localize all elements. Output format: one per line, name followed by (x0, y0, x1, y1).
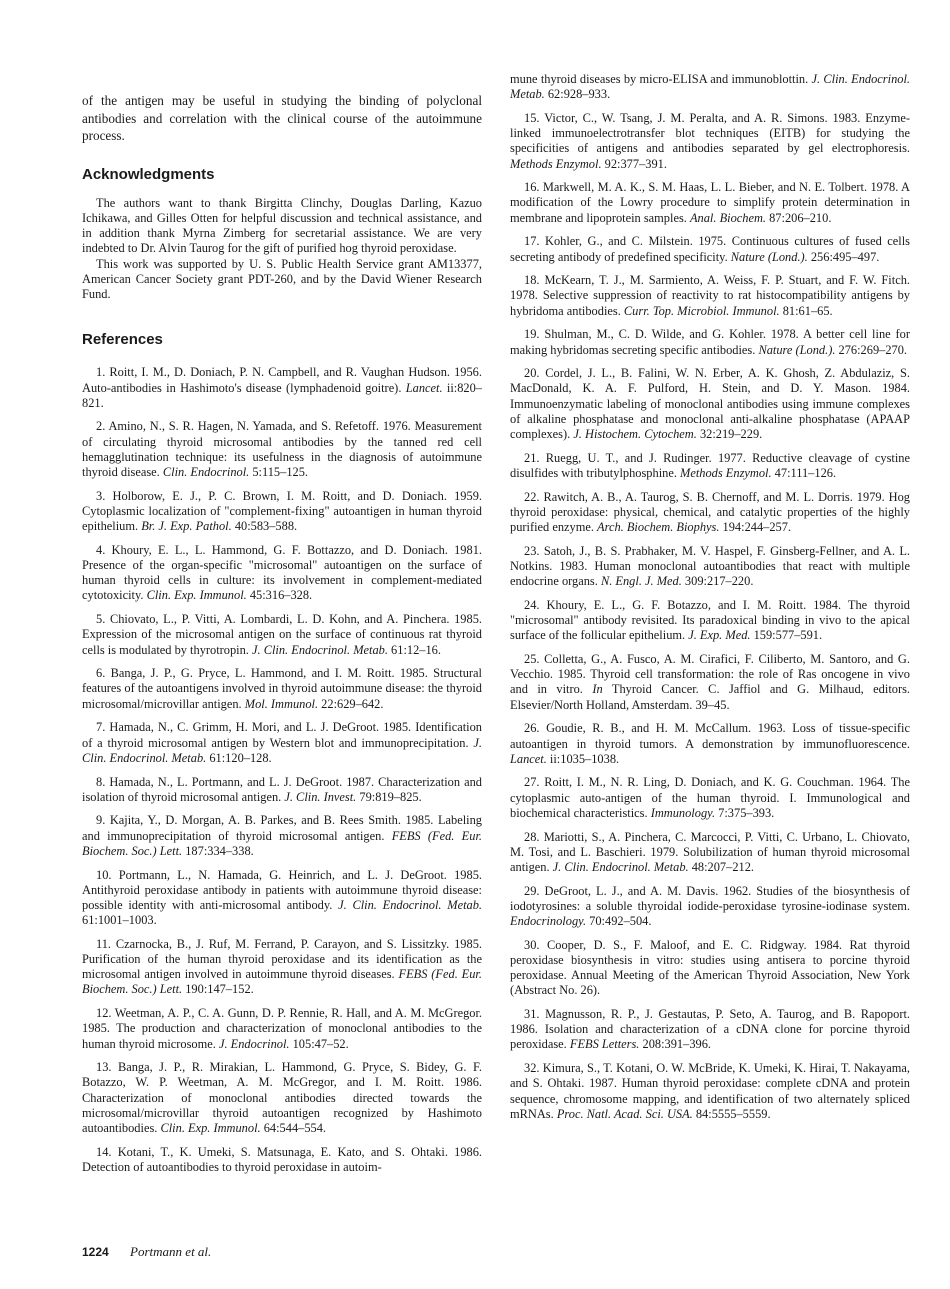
page-number: 1224 (82, 1245, 109, 1259)
funding-paragraph: This work was supported by U. S. Public Health Service grant AM13377, American Cancer Society grant PDT-260, and by the David Wiener Research Fund. (82, 256, 482, 301)
reference-entry (510, 273, 910, 319)
reference-txt: Roitt, I. M., D. Doniach, P. N. Campbell, and R. Vaughan Hudson. 1956. Auto-antibodies in Hashimoto's disease (lymphadenoid goitre). (82, 365, 482, 395)
reference-num: 24. (524, 597, 540, 612)
reference-src: Endocrinology. (510, 914, 587, 929)
reference-num: 21. (524, 450, 540, 465)
reference-entry (510, 775, 910, 821)
reference-entry (510, 111, 910, 172)
reference-txt: Cooper, D. S., F. Maloof, and E. C. Ridgway. 1984. Rat thyroid peroxidase biosynthesis in vitro: studies using antisera to porcine thyroid peroxidase. Annual Meeting of the American Thyroid Association, New York (Abstract No. 26). (510, 937, 910, 998)
reference-entry (510, 884, 910, 930)
reference-entry (510, 938, 910, 999)
reference-src: N. Engl. J. Med. (600, 574, 682, 589)
reference-src: Methods Enzymol. (680, 465, 772, 480)
acknowledgments-paragraph: The authors want to thank Birgitta Clinchy, Douglas Darling, Kazuo Ichikawa, and Gilles Otten for helpful discussion and technical assistance, and in addition thank Myrna Zimberg for secretarial assistance. We are very indebted to Dr. Alvin Taurog for the gift of purified hog thyroid peroxidase. (82, 195, 482, 256)
references-list-left (82, 365, 482, 1175)
reference-src: J. Clin. Endocrinol. Metab. (82, 735, 482, 765)
reference-tail: 81:61–65. (779, 303, 833, 318)
reference-txt: Hamada, N., C. Grimm, H. Mori, and L. J. DeGroot. 1985. Identification of a thyroid microsomal antigen by Western blot and immunoprecipitation. (82, 720, 482, 750)
reference-tail: 47:111–126. (771, 465, 837, 480)
reference-txt: Holborow, E. J., P. C. Brown, I. M. Roitt, and D. Doniach. 1959. Cytoplasmic localization of "complement-fixing" autoantigen in human thyroid epithelium. (82, 488, 482, 534)
reference-num: 18. (524, 273, 540, 288)
reference-txt: Satoh, J., B. S. Prabhaker, M. V. Haspel, F. Ginsberg-Fellner, and A. L. Notkins. 1983. Human monoclonal autoantibodies that react with multiple endocrine organs. (510, 543, 910, 589)
reference-num: 1. (96, 365, 106, 380)
reference-tail: 84:5555–5559. (692, 1106, 771, 1121)
reference-src: FEBS (Fed. Eur. Biochem. Soc.) Lett. (82, 828, 482, 858)
reference-entry (510, 544, 910, 590)
reference-entry (82, 489, 482, 535)
reference-tail: 208:391–396. (639, 1037, 711, 1052)
reference-tail: 70:492–504. (586, 914, 652, 929)
reference-entry (510, 598, 910, 644)
reference-num: 11. (96, 936, 112, 951)
left-column (82, 92, 482, 1184)
reference-tail: 61:120–128. (206, 750, 272, 765)
reference-txt: Roitt, I. M., N. R. Ling, D. Doniach, and K. G. Couchman. 1964. The cytoplasmic auto-antigen of the human thyroid. I. Immunological and biochemical characteristics. (510, 775, 910, 820)
reference-src: Nature (Lond.). (758, 342, 836, 357)
reference-entry (510, 1061, 910, 1122)
reference-entry (510, 327, 910, 357)
reference-num: 31. (524, 1007, 540, 1022)
reference-src: J. Clin. Endocrinol. Metab. (552, 859, 689, 874)
reference-tail: 61:1001–1003. (82, 913, 157, 928)
right-column (510, 72, 910, 1130)
reference-src: Anal. Biochem. (689, 210, 767, 225)
reference-txt: Victor, C., W. Tsang, J. M. Peralta, and A. R. Simons. 1983. Enzyme-linked immunoelectrotransfer blot techniques (EITB) for studying the specificities of antigens and antibodies separated by gel electrophoresis. (510, 110, 910, 156)
reference-tail: 187:334–338. (182, 843, 254, 858)
reference-entry (510, 721, 910, 767)
reference-txt: Khoury, E. L., G. F. Botazzo, and I. M. Roitt. 1984. The thyroid "microsomal" antibody revisited. Its paradoxical binding in vivo to the apical surface of the follicular epithelium. (510, 597, 910, 643)
reference-txt: Rawitch, A. B., A. Taurog, S. B. Chernoff, and M. L. Dorris. 1979. Hog thyroid peroxidase: physical, chemical, and catalytic properties of the highly purified enzyme. (510, 489, 910, 535)
reference-tail: 22:629–642. (318, 696, 384, 711)
reference-tail: 92:377–391. (601, 156, 667, 171)
reference-tail: 194:244–257. (719, 520, 792, 535)
reference-txt: Banga, J. P., G. Pryce, L. Hammond, and I. M. Roitt. 1985. Structural features of the autoantigens involved in thyroid autoimmune disease: the thyroid microsomal/microvillar antigen. (82, 666, 482, 711)
reference-tail: 256:495–497. (807, 249, 880, 264)
reference-txt: Kimura, S., T. Kotani, O. W. McBride, K. Umeki, K. Hirai, T. Nakayama, and S. Ohtaki. 1987. Human thyroid peroxidase: complete cDNA and protein sequence, chromosome mapping, and identification of two alternately spliced mRNAs. (510, 1061, 910, 1121)
reference-entry (82, 1060, 482, 1136)
reference-num: 6. (96, 666, 106, 681)
reference-src: Lancet. (405, 380, 443, 395)
reference-num: 15. (524, 110, 540, 125)
reference-num: 30. (524, 937, 540, 952)
reference-txt: Khoury, E. L., L. Hammond, G. F. Bottazzo, and D. Doniach. 1981. Presence of the organ-specific "microsomal" autoantigen on the surface of human thyroid cells in culture: its involvement in complement-mediated cytotoxicity. (82, 542, 482, 603)
reference-entry (82, 1145, 482, 1175)
reference-num: 23. (524, 543, 540, 558)
reference-num: 5. (96, 612, 106, 627)
reference-entry (510, 1007, 910, 1053)
reference-tail: Thyroid Cancer. C. Jaffiol and G. Milhaud, editors. Elsevier/North Holland, Amsterdam. 39–45. (510, 682, 910, 712)
reference-txt: Amino, N., S. R. Hagen, N. Yamada, and S. Refetoff. 1976. Measurement of circulating thyroid microsomal antibodies by the tanned red cell hemagglutination technique: its usefulness in the diagnosis of autoimmune thyroid disease. (82, 419, 482, 480)
reference-entry (510, 234, 910, 264)
reference-entry (510, 451, 910, 481)
reference-entry (510, 72, 910, 102)
reference-src: J. Clin. Endocrinol. Metab. (252, 642, 388, 657)
reference-entry (510, 490, 910, 536)
page-footer (82, 1244, 211, 1260)
reference-src: Proc. Natl. Acad. Sci. USA. (556, 1106, 693, 1121)
reference-entry (82, 365, 482, 411)
reference-num: 29. (524, 883, 540, 898)
reference-src: Clin. Endocrinol. (162, 465, 250, 480)
reference-num: 4. (96, 542, 106, 557)
reference-tail: 64:544–554. (260, 1121, 327, 1136)
reference-src: Br. J. Exp. Pathol. (141, 519, 232, 534)
reference-num: 16. (524, 180, 540, 195)
reference-src: Nature (Lond.). (730, 249, 808, 264)
reference-num: 19. (524, 327, 540, 342)
acknowledgments-heading: Acknowledgments (82, 165, 215, 183)
reference-tail: 190:147–152. (182, 982, 254, 997)
reference-src: In (592, 682, 603, 697)
reference-txt: Kajita, Y., D. Morgan, A. B. Parkes, and B. Rees Smith. 1985. Labeling and immunoprecipitation of thyroid microsomal antigen. (82, 813, 482, 843)
reference-num: 9. (96, 813, 106, 828)
reference-src: Mol. Immunol. (244, 696, 319, 711)
reference-src: FEBS Letters. (569, 1037, 640, 1052)
reference-txt: Colletta, G., A. Fusco, A. M. Cirafici, F. Ciliberto, M. Santoro, and G. Vecchio. 1985. Thyroid cell transformation: the role of Ras oncogene in vivo and in vitro. (510, 652, 910, 697)
reference-src: Clin. Exp. Immunol. (160, 1121, 261, 1136)
reference-src: Lancet. (510, 751, 547, 766)
reference-txt: DeGroot, L. J., and A. M. Davis. 1962. Studies of the biosynthesis of iodotyrosines: a soluble thyroidal iodide-peroxidase tyrosine-iodinase system. (510, 883, 910, 913)
reference-txt: Kohler, G., and C. Milstein. 1975. Continuous cultures of fused cells secreting antibody of predefined specificity. (510, 234, 910, 264)
reference-entry (510, 366, 910, 442)
references-heading: References (82, 331, 163, 349)
reference-tail: 32:219–229. (696, 427, 763, 442)
reference-num: 7. (96, 720, 106, 735)
reference-src: Arch. Biochem. Biophys. (597, 520, 720, 535)
reference-src: Methods Enzymol. (510, 156, 602, 171)
reference-num: 2. (96, 419, 106, 434)
reference-tail: 62:928–933. (544, 87, 611, 102)
reference-num: 10. (96, 867, 112, 882)
reference-tail: 87:206–210. (766, 210, 832, 225)
reference-entry (82, 937, 482, 998)
references-list-right (510, 72, 910, 1122)
reference-src: Clin. Exp. Immunol. (146, 588, 247, 603)
reference-txt: Goudie, R. B., and H. M. McCallum. 1963. Loss of tissue-specific autoantigen in thyroid tumors. A demonstration by immunofluorescence. (510, 721, 910, 751)
reference-src: Immunology. (650, 805, 716, 820)
reference-src: J. Endocrinol. (218, 1036, 290, 1051)
reference-entry (82, 1006, 482, 1052)
reference-num: 8. (96, 774, 106, 789)
reference-entry (510, 652, 910, 713)
reference-tail: ii:820–821. (82, 380, 482, 410)
reference-tail: 79:819–825. (356, 789, 422, 804)
reference-tail: 309:217–220. (681, 574, 754, 589)
reference-src: FEBS (Fed. Eur. Biochem. Soc.) Lett. (82, 967, 482, 997)
reference-txt: Banga, J. P., R. Mirakian, L. Hammond, G. Pryce, S. Bidey, G. F. Botazzo, W. P. Weetman, A. M. McGregor, and I. M. Roitt. 1986. Characterization of monoclonal antibodies directed towards the microsomal/microvillar thyroid autoantigen recognized by Hashimoto autoantibodies. (82, 1060, 482, 1136)
reference-tail: 45:316–328. (246, 588, 313, 603)
reference-num: 13. (96, 1060, 112, 1075)
reference-entry (82, 612, 482, 658)
running-authors: Portmann et al. (130, 1244, 212, 1259)
reference-entry (82, 813, 482, 859)
reference-txt: Portmann, L., N. Hamada, G. Heinrich, and L. J. DeGroot. 1985. Antithyroid peroxidase antibody in patients with autoimmune thyroid disease: possible identity with anti-microsomal antibody. (82, 867, 482, 912)
reference-tail: 7:375–393. (715, 805, 775, 820)
reference-src: Curr. Top. Microbiol. Immunol. (623, 303, 780, 318)
reference-entry (510, 830, 910, 876)
reference-tail: 5:115–125. (249, 465, 309, 480)
reference-tail: 61:12–16. (387, 642, 441, 657)
reference-num: 17. (524, 234, 540, 249)
reference-entry (510, 180, 910, 226)
reference-txt: mune thyroid diseases by micro-ELISA and immunoblottin. (510, 72, 812, 86)
reference-num: 25. (524, 652, 540, 666)
reference-entry (82, 543, 482, 604)
reference-entry (82, 775, 482, 805)
reference-tail: 105:47–52. (289, 1036, 349, 1051)
reference-src: J. Clin. Invest. (284, 789, 357, 804)
reference-txt: Shulman, M., C. D. Wilde, and G. Kohler. 1978. A better cell line for making hybridomas secreting specific antibodies. (510, 327, 910, 357)
reference-num: 3. (96, 488, 106, 503)
reference-txt: Cordel, J. L., B. Falini, W. N. Erber, A. K. Ghosh, Z. Abdulaziz, S. MacDonald, K. A. F. Pulford, H. Stein, and D. Y. Mason. 1984. Immunoenzymatic labeling of monoclonal antibodies using immune complexes of alkaline phosphatase and monoclonal anti-alkaline phosphatase (APAAP complexes). (510, 366, 910, 442)
reference-src: J. Exp. Med. (688, 628, 751, 643)
reference-txt: Markwell, M. A. K., S. M. Haas, L. L. Bieber, and N. E. Tolbert. 1978. A modification of the Lowry procedure to simplify protein determination in membrane and lipoprotein samples. (510, 180, 910, 225)
reference-num: 20. (524, 366, 540, 381)
reference-num: 12. (96, 1006, 112, 1021)
reference-txt: Ruegg, U. T., and J. Rudinger. 1977. Reductive cleavage of cystine disulfides with tributylphosphine. (510, 450, 910, 480)
reference-entry (82, 419, 482, 480)
continuation-paragraph: of the antigen may be useful in studying the binding of polyclonal antibodies and correlation with the clinical course of the autoimmune process. (82, 93, 482, 143)
reference-entry (82, 720, 482, 766)
reference-tail: 40:583–588. (231, 519, 298, 534)
reference-txt: Magnusson, R. P., J. Gestautas, P. Seto, A. Taurog, and B. Rapoport. 1986. Isolation and characterization of a cDNA clone for porcine thyroid peroxidase. (510, 1007, 910, 1052)
reference-entry (82, 868, 482, 929)
reference-src: J. Clin. Endocrinol. Metab. (510, 72, 911, 102)
reference-tail: 48:207–212. (688, 859, 755, 874)
reference-txt: Hamada, N., L. Portmann, and L. J. DeGroot. 1987. Characterization and isolation of thyroid microsomal antigen. (82, 774, 482, 804)
reference-src: J. Histochem. Cytochem. (573, 427, 697, 442)
reference-tail: 159:577–591. (750, 628, 823, 643)
reference-txt: Kotani, T., K. Umeki, S. Matsunaga, E. Kato, and S. Ohtaki. 1986. Detection of autoantibodies to thyroid peroxidase in autoim- (82, 1144, 482, 1174)
reference-num: 28. (524, 829, 540, 844)
reference-txt: Chiovato, L., P. Vitti, A. Lombardi, L. D. Kohn, and A. Pinchera. 1985. Expression of the microsomal antigen on the surface of continuous rat thyroid cells is modulated by thyrotropin. (82, 612, 482, 657)
reference-num: 27. (524, 775, 540, 790)
reference-txt: Mariotti, S., A. Pinchera, C. Marcocci, P. Vitti, C. Urbano, L. Chiovato, M. Tosi, and L. Baschieri. 1979. Solubilization of human thyroid microsomal antigen. (510, 829, 910, 874)
acknowledgments-body (82, 196, 482, 302)
reference-num: 22. (524, 489, 540, 504)
reference-src: J. Clin. Endocrinol. Metab. (338, 897, 482, 912)
reference-txt: McKearn, T. J., M. Sarmiento, A. Weiss, F. P. Stuart, and F. W. Fitch. 1978. Selective suppression of reactivity to rat histocompatibility antigens by hybridoma antibodies. (510, 273, 910, 318)
reference-entry (82, 666, 482, 712)
reference-num: 14. (96, 1144, 112, 1159)
reference-num: 26. (524, 721, 540, 736)
reference-txt: Weetman, A. P., C. A. Gunn, D. P. Rennie, R. Hall, and A. M. McGregor. 1985. The production and characterization of monoclonal antibodies to the human thyroid microsome. (82, 1006, 483, 1051)
reference-tail: 276:269–270. (835, 342, 908, 357)
reference-tail: ii:1035–1038. (546, 751, 620, 766)
reference-txt: Czarnocka, B., J. Ruf, M. Ferrand, P. Carayon, and S. Lissitzky. 1985. Purification of the human thyroid peroxidase and its identification as the microsomal antigen involved in autoimmune thyroid diseases. (82, 936, 482, 982)
reference-num: 32. (524, 1061, 540, 1076)
